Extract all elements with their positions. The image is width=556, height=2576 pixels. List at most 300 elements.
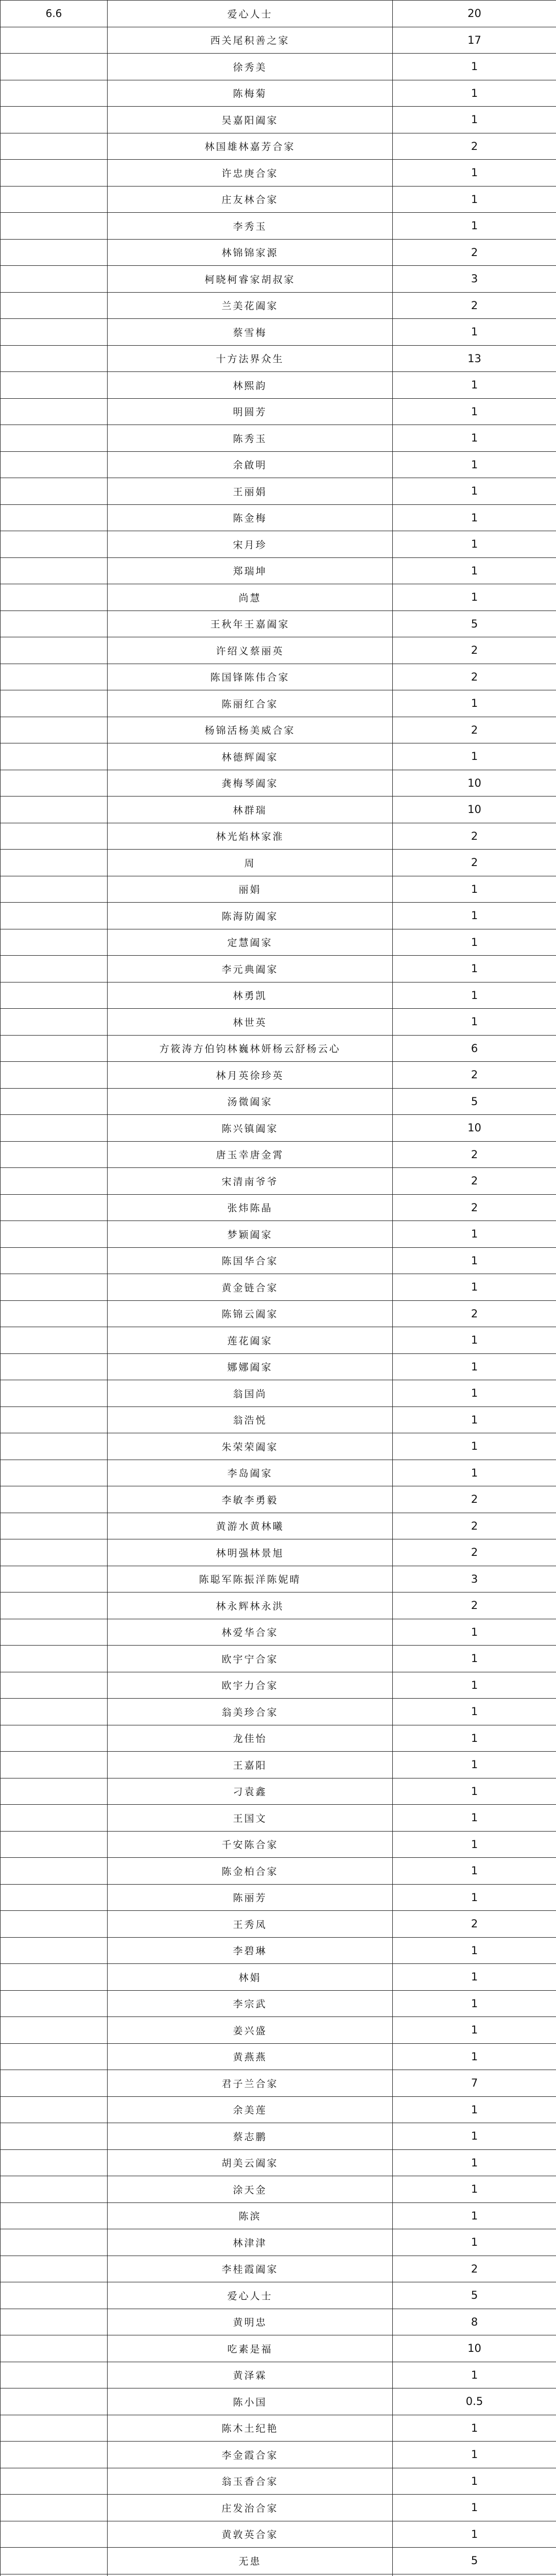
empty-date-cell — [1, 478, 108, 505]
donation-amount: 1 — [393, 1221, 556, 1248]
donation-amount: 2 — [393, 850, 556, 876]
table-row — [1, 2548, 556, 2574]
table-row — [1, 266, 556, 293]
donor-name: 陈金梅 — [108, 504, 393, 531]
empty-date-cell — [1, 2362, 108, 2388]
donation-amount: 1 — [393, 2521, 556, 2548]
donor-name: 陈小国 — [108, 2388, 393, 2415]
donation-amount: 0.5 — [393, 2388, 556, 2415]
empty-date-cell — [1, 2123, 108, 2150]
table-row — [1, 770, 556, 796]
table-row — [1, 743, 556, 770]
table-row — [1, 850, 556, 876]
donation-amount: 3 — [393, 266, 556, 293]
table-row — [1, 478, 556, 505]
table-row — [1, 531, 556, 558]
donor-name: 余啟明 — [108, 451, 393, 478]
table-row — [1, 1513, 556, 1539]
empty-date-cell — [1, 2043, 108, 2070]
donor-name: 黄游水黄林曦 — [108, 1513, 393, 1539]
empty-date-cell — [1, 1194, 108, 1221]
donation-amount: 3 — [393, 1566, 556, 1592]
donation-table-body — [1, 1, 556, 2576]
table-row — [1, 2442, 556, 2468]
empty-date-cell — [1, 107, 108, 133]
donation-amount: 1 — [393, 1937, 556, 1964]
donor-name: 柯晓柯睿家胡叔家 — [108, 266, 393, 293]
table-row — [1, 1327, 556, 1354]
table-row — [1, 557, 556, 584]
donor-name: 娜娜阖家 — [108, 1353, 393, 1380]
empty-date-cell — [1, 1805, 108, 1832]
donor-name: 宋清南爷爷 — [108, 1168, 393, 1195]
donation-amount: 1 — [393, 1990, 556, 2017]
empty-date-cell — [1, 1858, 108, 1885]
empty-date-cell — [1, 717, 108, 743]
donor-name: 蔡志鹏 — [108, 2123, 393, 2150]
empty-date-cell — [1, 266, 108, 293]
empty-date-cell — [1, 1699, 108, 1725]
table-row — [1, 1646, 556, 1672]
donation-amount: 1 — [393, 1460, 556, 1486]
empty-date-cell — [1, 1778, 108, 1805]
donation-amount: 1 — [393, 2229, 556, 2256]
empty-date-cell — [1, 2495, 108, 2521]
donation-amount: 1 — [393, 2176, 556, 2203]
donation-amount: 2 — [393, 1194, 556, 1221]
table-row — [1, 451, 556, 478]
donor-name: 黄明忠 — [108, 2309, 393, 2335]
donor-name: 明圆芳 — [108, 398, 393, 425]
donation-amount: 2 — [393, 1539, 556, 1566]
table-row — [1, 2362, 556, 2388]
donor-name: 林月英徐珍英 — [108, 1062, 393, 1089]
donor-name: 林熙韵 — [108, 372, 393, 399]
empty-date-cell — [1, 743, 108, 770]
empty-date-cell — [1, 1433, 108, 1460]
empty-date-cell — [1, 1884, 108, 1911]
empty-date-cell — [1, 2309, 108, 2335]
empty-date-cell — [1, 1168, 108, 1195]
table-row — [1, 1486, 556, 1513]
table-row — [1, 1566, 556, 1592]
donation-amount: 1 — [393, 1247, 556, 1274]
empty-date-cell — [1, 1486, 108, 1513]
empty-date-cell — [1, 213, 108, 240]
empty-date-cell — [1, 664, 108, 690]
table-row — [1, 2309, 556, 2335]
donation-amount: 1 — [393, 2415, 556, 2442]
donor-name: 陈聪军陈振洋陈妮晴 — [108, 1566, 393, 1592]
donor-name: 陈丽红合家 — [108, 690, 393, 717]
table-row — [1, 398, 556, 425]
donation-amount: 1 — [393, 1884, 556, 1911]
donor-name: 王秀凤 — [108, 1911, 393, 1938]
empty-date-cell — [1, 345, 108, 372]
donor-name: 陈秀玉 — [108, 425, 393, 452]
donor-name: 陈梅菊 — [108, 80, 393, 107]
donation-amount: 2 — [393, 664, 556, 690]
donation-amount: 1 — [393, 504, 556, 531]
donation-amount: 5 — [393, 1088, 556, 1115]
empty-date-cell — [1, 239, 108, 266]
donation-amount: 1 — [393, 54, 556, 80]
donation-amount: 1 — [393, 478, 556, 505]
empty-date-cell — [1, 823, 108, 850]
empty-date-cell — [1, 1088, 108, 1115]
donation-amount: 1 — [393, 213, 556, 240]
donor-name: 林光焰林家淮 — [108, 823, 393, 850]
donation-amount: 1 — [393, 1353, 556, 1380]
donation-amount: 2 — [393, 1062, 556, 1089]
donor-name: 许绍义蔡丽英 — [108, 637, 393, 664]
donor-name: 无患 — [108, 2548, 393, 2574]
donation-amount: 2 — [393, 1513, 556, 1539]
table-row — [1, 345, 556, 372]
empty-date-cell — [1, 956, 108, 982]
donation-amount: 1 — [393, 1805, 556, 1832]
donation-amount: 1 — [393, 319, 556, 346]
donor-name: 汤微阖家 — [108, 1088, 393, 1115]
table-row — [1, 2096, 556, 2123]
table-row — [1, 107, 556, 133]
table-row — [1, 1592, 556, 1619]
donation-amount: 1 — [393, 956, 556, 982]
empty-date-cell — [1, 1406, 108, 1433]
table-row — [1, 2202, 556, 2229]
donation-amount: 1 — [393, 903, 556, 929]
table-row — [1, 213, 556, 240]
empty-date-cell — [1, 611, 108, 637]
donor-name: 周 — [108, 850, 393, 876]
donor-name: 刁袁鑫 — [108, 1778, 393, 1805]
table-row — [1, 1858, 556, 1885]
empty-date-cell — [1, 186, 108, 213]
table-row — [1, 239, 556, 266]
empty-date-cell — [1, 2096, 108, 2123]
donation-amount: 10 — [393, 770, 556, 796]
table-row — [1, 504, 556, 531]
table-row — [1, 1380, 556, 1407]
empty-date-cell — [1, 2521, 108, 2548]
donation-amount: 2 — [393, 637, 556, 664]
empty-date-cell — [1, 504, 108, 531]
donor-name: 西关尾积善之家 — [108, 27, 393, 54]
table-row — [1, 611, 556, 637]
donor-name: 陈丽芳 — [108, 1884, 393, 1911]
empty-date-cell — [1, 1353, 108, 1380]
donor-name: 林国雄林嘉芳合家 — [108, 133, 393, 160]
empty-date-cell — [1, 1539, 108, 1566]
donation-amount: 1 — [393, 107, 556, 133]
empty-date-cell — [1, 2468, 108, 2495]
empty-date-cell — [1, 1911, 108, 1938]
donor-name: 胡美云阖家 — [108, 2149, 393, 2176]
donor-name: 千安陈合家 — [108, 1831, 393, 1858]
donation-amount: 1 — [393, 425, 556, 452]
donation-amount: 1 — [393, 80, 556, 107]
donation-amount: 1 — [393, 1433, 556, 1460]
donor-name: 陈滨 — [108, 2202, 393, 2229]
empty-date-cell — [1, 1964, 108, 1991]
table-row — [1, 2495, 556, 2521]
table-row — [1, 1115, 556, 1142]
empty-date-cell — [1, 451, 108, 478]
donor-name: 林德辉阖家 — [108, 743, 393, 770]
donation-amount: 1 — [393, 1831, 556, 1858]
donor-name: 王秋年王嘉阖家 — [108, 611, 393, 637]
empty-date-cell — [1, 1725, 108, 1752]
empty-date-cell — [1, 2282, 108, 2309]
empty-date-cell — [1, 2574, 108, 2576]
empty-date-cell — [1, 1990, 108, 2017]
empty-date-cell — [1, 1646, 108, 1672]
table-row — [1, 2282, 556, 2309]
donor-name: 许忠庚合家 — [108, 160, 393, 187]
donor-name: 李岛阖家 — [108, 1460, 393, 1486]
donation-amount: 1 — [393, 584, 556, 611]
donor-name: 尚慧 — [108, 584, 393, 611]
empty-date-cell — [1, 1937, 108, 1964]
donation-amount: 1 — [393, 1725, 556, 1752]
donor-name: 李敏李勇毅 — [108, 1486, 393, 1513]
table-row — [1, 1353, 556, 1380]
table-row — [1, 1964, 556, 1991]
donation-amount: 5 — [393, 611, 556, 637]
table-row — [1, 2176, 556, 2203]
donor-name: 陈兴镇阖家 — [108, 1115, 393, 1142]
table-row — [1, 160, 556, 187]
donor-name: 林世英 — [108, 1009, 393, 1036]
empty-date-cell — [1, 1274, 108, 1301]
table-row — [1, 2468, 556, 2495]
donor-name: 李桂霞阖家 — [108, 2256, 393, 2282]
donation-amount: 1 — [393, 451, 556, 478]
empty-date-cell — [1, 319, 108, 346]
table-row — [1, 2017, 556, 2044]
donation-amount: 2 — [393, 1911, 556, 1938]
donor-name: 余美莲 — [108, 2096, 393, 2123]
empty-date-cell — [1, 80, 108, 107]
donation-amount: 5 — [393, 2548, 556, 2574]
empty-date-cell — [1, 557, 108, 584]
table-row — [1, 2256, 556, 2282]
empty-date-cell — [1, 929, 108, 956]
donor-name: 龙佳怡 — [108, 1725, 393, 1752]
table-row — [1, 2149, 556, 2176]
donor-name: 吃素是福 — [108, 2335, 393, 2362]
empty-date-cell — [1, 1592, 108, 1619]
table-row — [1, 1539, 556, 1566]
table-row — [1, 929, 556, 956]
donor-name: 兰美花阖家 — [108, 292, 393, 319]
empty-date-cell — [1, 2149, 108, 2176]
donation-amount: 1 — [393, 2149, 556, 2176]
donation-amount: 1 — [393, 2202, 556, 2229]
donor-name: 定慧阖家 — [108, 929, 393, 956]
donor-name: 徐秀美 — [108, 54, 393, 80]
empty-date-cell — [1, 1513, 108, 1539]
table-row — [1, 1990, 556, 2017]
donor-name: 梦颖阖家 — [108, 1221, 393, 1248]
empty-date-cell — [1, 531, 108, 558]
table-row — [1, 133, 556, 160]
donor-name: 陈海防阖家 — [108, 903, 393, 929]
donor-name: 林永辉林永洪 — [108, 1592, 393, 1619]
table-row — [1, 2229, 556, 2256]
donation-amount: 1 — [393, 876, 556, 903]
table-row — [1, 717, 556, 743]
empty-date-cell — [1, 1327, 108, 1354]
donation-amount: 7 — [393, 2070, 556, 2097]
table-row — [1, 1221, 556, 1248]
donor-name: 十方法界众生 — [108, 345, 393, 372]
table-row — [1, 1406, 556, 1433]
donor-name: 陈锦云阖家 — [108, 1300, 393, 1327]
table-row — [1, 1141, 556, 1168]
empty-date-cell — [1, 876, 108, 903]
donation-amount: 2 — [393, 1300, 556, 1327]
donation-amount: 1 — [393, 2362, 556, 2388]
empty-date-cell — [1, 425, 108, 452]
donation-amount: 2 — [393, 1168, 556, 1195]
donation-amount: 1 — [393, 2043, 556, 2070]
donation-amount: 1 — [393, 982, 556, 1009]
donation-amount: 1 — [393, 1699, 556, 1725]
donor-name: 李元典阖家 — [108, 956, 393, 982]
donor-name: 林娟 — [108, 1964, 393, 1991]
donor-name: 陈木土纪艳 — [108, 2415, 393, 2442]
empty-date-cell — [1, 2388, 108, 2415]
table-row — [1, 2043, 556, 2070]
table-row — [1, 664, 556, 690]
table-row — [1, 1035, 556, 1062]
donation-amount: 17 — [393, 27, 556, 54]
empty-date-cell — [1, 2176, 108, 2203]
table-row — [1, 584, 556, 611]
donor-name: 宋月珍 — [108, 531, 393, 558]
donor-name: 吴嘉阳阖家 — [108, 107, 393, 133]
donor-name: 李碧琳 — [108, 1937, 393, 1964]
table-row — [1, 186, 556, 213]
table-row — [1, 690, 556, 717]
donor-name: 翁浩悦 — [108, 1406, 393, 1433]
donation-amount: 6 — [393, 1035, 556, 1062]
donation-amount: 13 — [393, 345, 556, 372]
donation-amount: 2 — [393, 1486, 556, 1513]
donation-amount: 1 — [393, 1672, 556, 1699]
empty-date-cell — [1, 2442, 108, 2468]
donor-name: 欧宇力合家 — [108, 1672, 393, 1699]
donor-name: 陈国锋陈伟合家 — [108, 664, 393, 690]
table-row — [1, 2388, 556, 2415]
empty-date-cell — [1, 2335, 108, 2362]
donor-name: 莲花阖家 — [108, 1327, 393, 1354]
table-row — [1, 796, 556, 823]
donation-amount: 10 — [393, 2335, 556, 2362]
donor-name: 唐玉幸唐金霄 — [108, 1141, 393, 1168]
donation-amount: 1 — [393, 743, 556, 770]
empty-date-cell — [1, 1009, 108, 1036]
donation-amount: 1 — [393, 160, 556, 187]
donor-name: 李金霞合家 — [108, 2442, 393, 2468]
empty-date-cell — [1, 2548, 108, 2574]
donor-name: 丽娟 — [108, 876, 393, 903]
table-row — [1, 80, 556, 107]
table-row — [1, 27, 556, 54]
donor-name: 陈金柏合家 — [108, 1858, 393, 1885]
donation-amount: 1 — [393, 1380, 556, 1407]
empty-date-cell — [1, 1619, 108, 1646]
donation-amount: 8 — [393, 2309, 556, 2335]
donor-name: 方筱涛方伯钧林巍林妍杨云舒杨云心 — [108, 1035, 393, 1062]
donor-name: 王国文 — [108, 1805, 393, 1832]
empty-date-cell — [1, 690, 108, 717]
table-row — [1, 1937, 556, 1964]
table-row — [1, 1778, 556, 1805]
table-row — [1, 1, 556, 27]
empty-date-cell — [1, 1380, 108, 1407]
empty-date-cell — [1, 160, 108, 187]
donation-amount: 1 — [393, 1752, 556, 1778]
donor-name: 涂天金 — [108, 2176, 393, 2203]
empty-date-cell — [1, 770, 108, 796]
table-row — [1, 1725, 556, 1752]
empty-date-cell — [1, 1566, 108, 1592]
empty-date-cell — [1, 2070, 108, 2097]
empty-date-cell — [1, 1672, 108, 1699]
table-row — [1, 1699, 556, 1725]
empty-date-cell — [1, 292, 108, 319]
donation-amount: 1 — [393, 2017, 556, 2044]
empty-date-cell — [1, 637, 108, 664]
table-row — [1, 1911, 556, 1938]
donor-name: 翁玉香合家 — [108, 2468, 393, 2495]
donor-name: 林锦锦家源 — [108, 239, 393, 266]
donor-name: 龚梅琴阖家 — [108, 770, 393, 796]
table-row — [1, 1433, 556, 1460]
donor-name: 林勇凯 — [108, 982, 393, 1009]
donation-amount: 1 — [393, 2442, 556, 2468]
table-row — [1, 876, 556, 903]
donor-name: 翁国尚 — [108, 1380, 393, 1407]
donation-amount: 2 — [393, 717, 556, 743]
table-row — [1, 1300, 556, 1327]
empty-date-cell — [1, 372, 108, 399]
donor-name: 欧宇宁合家 — [108, 1646, 393, 1672]
empty-date-cell — [1, 398, 108, 425]
donor-name: 君子兰合家 — [108, 2070, 393, 2097]
donation-amount: 1 — [393, 1009, 556, 1036]
donation-amount: 10 — [393, 1115, 556, 1142]
empty-date-cell — [1, 2229, 108, 2256]
donor-name: 林爱华合家 — [108, 1619, 393, 1646]
empty-date-cell — [1, 1831, 108, 1858]
table-row — [1, 1088, 556, 1115]
table-row — [1, 1009, 556, 1036]
donation-amount — [393, 2574, 556, 2576]
donation-amount: 1 — [393, 690, 556, 717]
donor-name: 庄友林合家 — [108, 186, 393, 213]
empty-date-cell — [1, 27, 108, 54]
donor-name: 林群瑞 — [108, 796, 393, 823]
table-row — [1, 2521, 556, 2548]
table-row — [1, 2574, 556, 2576]
donor-name: 黄燕燕 — [108, 2043, 393, 2070]
empty-date-cell — [1, 850, 108, 876]
empty-date-cell — [1, 796, 108, 823]
table-row — [1, 1168, 556, 1195]
